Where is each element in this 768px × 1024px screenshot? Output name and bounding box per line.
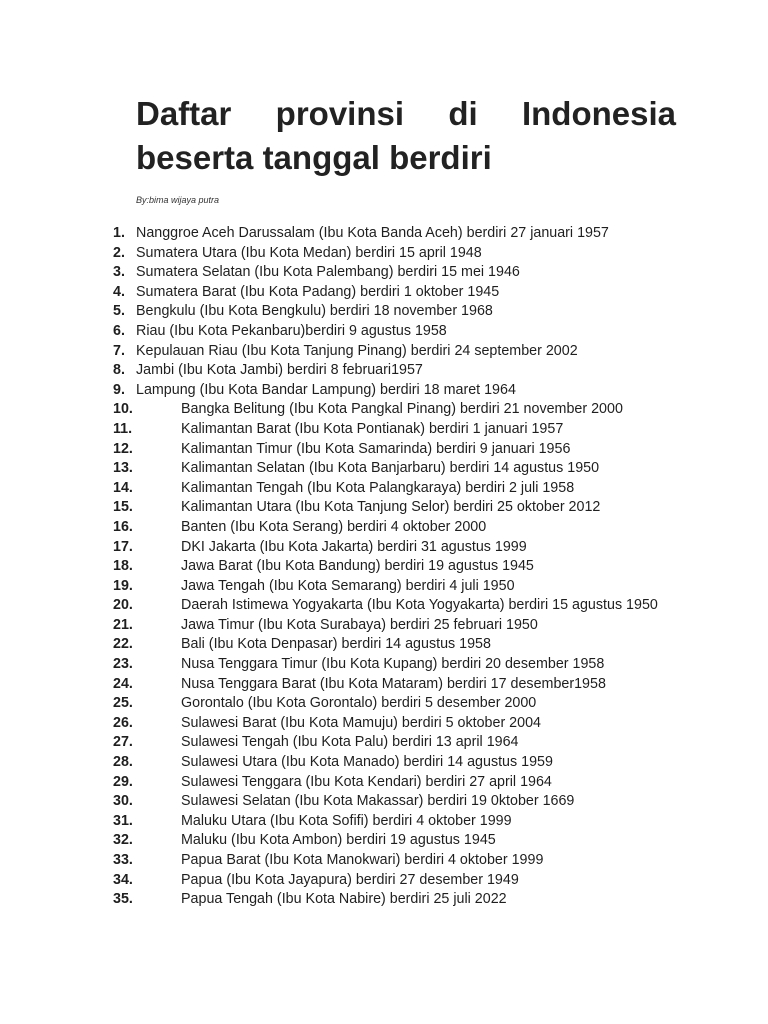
list-item [0,753,768,773]
list-item-number: 12. [113,440,133,457]
list-item [0,283,768,303]
list-item-text: Daerah Istimewa Yogyakarta (Ibu Kota Yogyakarta) berdiri 15 agustus 1950 [181,597,658,614]
list-item-number: 27. [113,734,133,751]
list-item-number: 8. [113,362,125,379]
list-item [0,577,768,597]
list-item-number: 24. [113,675,133,692]
list-item [0,714,768,734]
list-item [0,675,768,695]
list-item-number: 25. [113,695,133,712]
list-item-number: 16. [113,518,133,535]
list-item-number: 1. [113,225,125,241]
list-item-text: Riau (Ibu Kota Pekanbaru)berdiri 9 agustus 1958 [136,322,447,339]
list-item [0,733,768,753]
list-item-number: 20. [113,597,133,614]
list-item-number: 31. [113,812,133,829]
list-item-text: Sulawesi Barat (Ibu Kota Mamuju) berdiri 5 oktober 2004 [181,714,541,731]
list-item [0,459,768,479]
list-item [0,635,768,655]
list-item-text: Jambi (Ibu Kota Jambi) berdiri 8 februari1957 [136,362,423,379]
list-item [0,440,768,460]
list-item-text: Kalimantan Timur (Ibu Kota Samarinda) berdiri 9 januari 1956 [181,440,571,457]
list-item-number: 26. [113,714,133,731]
list-item-text: Kalimantan Tengah (Ibu Kota Palangkaraya) berdiri 2 juli 1958 [181,479,575,496]
list-item-text: Sumatera Barat (Ibu Kota Padang) berdiri 1 oktober 1945 [136,283,500,300]
list-item-number: 15. [113,499,133,516]
list-item [0,479,768,499]
list-item [0,224,768,244]
list-item-number: 5. [113,303,125,320]
list-item [0,655,768,675]
title-line-2: beserta tanggal berdiri [136,139,492,176]
list-item-text: Nusa Tenggara Barat (Ibu Kota Mataram) berdiri 17 desember1958 [181,675,606,692]
list-item-number: 22. [113,636,133,653]
list-item [0,342,768,362]
list-item [0,361,768,381]
list-item [0,557,768,577]
list-item [0,812,768,832]
list-item [0,851,768,871]
list-item [0,538,768,558]
list-item [0,244,768,264]
list-item [0,420,768,440]
list-item-text: Bangka Belitung (Ibu Kota Pangkal Pinang) berdiri 21 november 2000 [181,401,623,418]
author-byline: By:bima wijaya putra [136,195,220,205]
list-item-number: 32. [113,832,133,849]
list-item-text: Sulawesi Utara (Ibu Kota Manado) berdiri 14 agustus 1959 [181,754,553,771]
list-item [0,890,768,910]
list-item-text: DKI Jakarta (Ibu Kota Jakarta) berdiri 31 agustus 1999 [181,538,527,555]
list-item [0,694,768,714]
list-item-number: 35. [113,891,133,908]
list-item [0,302,768,322]
list-item-number: 33. [113,852,133,868]
list-item [0,518,768,538]
list-item [0,263,768,283]
list-item-number: 21. [113,616,133,633]
list-item-text: Sulawesi Tenggara (Ibu Kota Kendari) berdiri 27 april 1964 [181,773,552,790]
list-item-text: Jawa Barat (Ibu Kota Bandung) berdiri 19 agustus 1945 [181,558,534,575]
list-item-text: Gorontalo (Ibu Kota Gorontalo) berdiri 5 desember 2000 [181,695,537,712]
list-item [0,322,768,342]
list-item-number: 23. [113,656,133,673]
list-item-text: Maluku Utara (Ibu Kota Sofifi) berdiri 4 oktober 1999 [181,812,512,829]
list-item-number: 18. [113,558,133,575]
list-item-text: Nanggroe Aceh Darussalam (Ibu Kota Banda Aceh) berdiri 27 januari 1957 [136,225,609,241]
list-item [0,831,768,851]
list-item-text: Papua Tengah (Ibu Kota Nabire) berdiri 25 juli 2022 [181,891,507,908]
title-line-1: Daftar provinsi di Indonesia [136,95,676,132]
list-item-text: Papua (Ibu Kota Jayapura) berdiri 27 desember 1949 [181,871,519,888]
list-item-number: 10. [113,401,133,418]
list-item-number: 34. [113,871,133,888]
list-item [0,596,768,616]
list-item-text: Nusa Tenggara Timur (Ibu Kota Kupang) berdiri 20 desember 1958 [181,656,605,673]
list-item-text: Jawa Tengah (Ibu Kota Semarang) berdiri 4 juli 1950 [181,577,515,594]
province-list [0,224,768,910]
list-item [0,773,768,793]
list-item [0,381,768,401]
list-item-text: Papua Barat (Ibu Kota Manokwari) berdiri 4 oktober 1999 [181,852,544,868]
list-item [0,498,768,518]
list-item-number: 3. [113,264,125,281]
list-item-text: Kepulauan Riau (Ibu Kota Tanjung Pinang) berdiri 24 september 2002 [136,342,578,359]
list-item-number: 30. [113,793,133,810]
list-item-number: 28. [113,754,133,771]
list-item [0,792,768,812]
list-item-text: Jawa Timur (Ibu Kota Surabaya) berdiri 25 februari 1950 [181,616,538,633]
list-item-number: 4. [113,283,125,300]
list-item-number: 11. [113,420,133,437]
list-item [0,616,768,636]
list-item-number: 13. [113,460,133,477]
list-item-text: Sumatera Selatan (Ibu Kota Palembang) berdiri 15 mei 1946 [136,264,520,281]
list-item-text: Bali (Ibu Kota Denpasar) berdiri 14 agustus 1958 [181,636,491,653]
list-item-text: Kalimantan Utara (Ibu Kota Tanjung Selor) berdiri 25 oktober 2012 [181,499,601,516]
list-item-number: 2. [113,244,125,261]
list-item-text: Sulawesi Tengah (Ibu Kota Palu) berdiri 13 april 1964 [181,734,519,751]
list-item-text: Sulawesi Selatan (Ibu Kota Makassar) berdiri 19 0ktober 1669 [181,793,575,810]
list-item-text: Maluku (Ibu Kota Ambon) berdiri 19 agustus 1945 [181,832,496,849]
list-item-text: Banten (Ibu Kota Serang) berdiri 4 oktober 2000 [181,518,487,535]
list-item-text: Kalimantan Selatan (Ibu Kota Banjarbaru) berdiri 14 agustus 1950 [181,460,600,477]
document-title [136,92,676,180]
list-item-text: Sumatera Utara (Ibu Kota Medan) berdiri 15 april 1948 [136,244,482,261]
list-item-text: Kalimantan Barat (Ibu Kota Pontianak) berdiri 1 januari 1957 [181,420,564,437]
list-item [0,871,768,891]
list-item-text: Bengkulu (Ibu Kota Bengkulu) berdiri 18 november 1968 [136,303,493,320]
list-item-number: 29. [113,773,133,790]
list-item-number: 7. [113,342,125,359]
list-item-number: 14. [113,479,133,496]
list-item-number: 19. [113,577,133,594]
list-item [0,400,768,420]
list-item-number: 9. [113,381,125,398]
list-item-text: Lampung (Ibu Kota Bandar Lampung) berdiri 18 maret 1964 [136,381,516,398]
list-item-number: 17. [113,538,133,555]
list-item-number: 6. [113,322,125,339]
